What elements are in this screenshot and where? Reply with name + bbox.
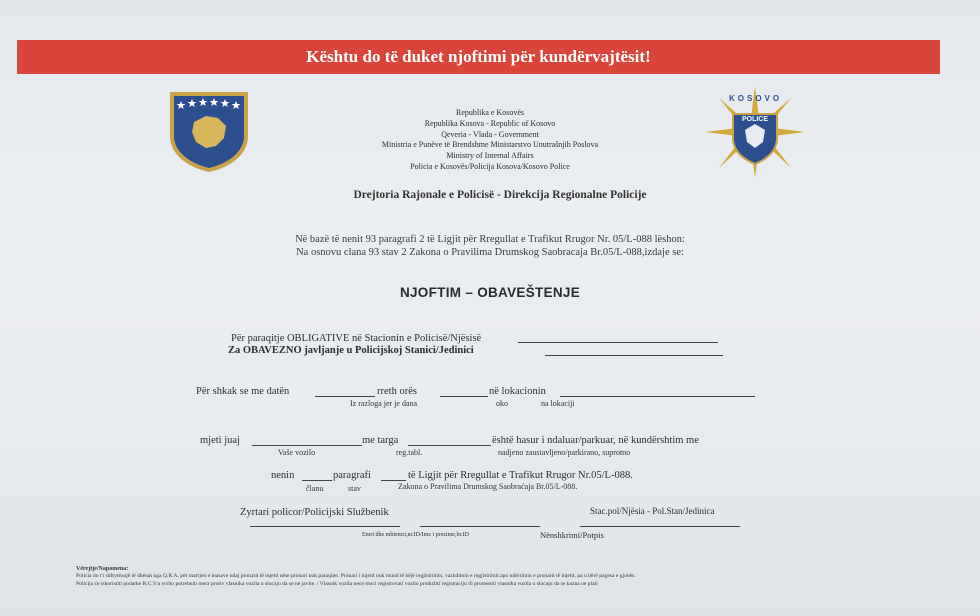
stopped-caption: nadjeno zaustavljeno/parkirano, suprotno — [498, 448, 631, 457]
ministry-line: Qeveria - Vlada - Government — [441, 129, 539, 139]
plates-field[interactable] — [408, 445, 491, 446]
vehicle-caption: Vaše vozilo — [278, 448, 316, 457]
kosovo-coat-of-arms-icon — [166, 88, 252, 174]
article-caption: članu — [306, 484, 324, 493]
notes-line: Policija će iskoristiti podatke R.C.V.u svrho potrebnih mera protiv vlasnika vozila u slucaju da se ne javite. / Vlasnik vozila nece moci registrovati vozilo produžiti registraciju ili promeniti vlasnika vozila u slucaju da se kazna ne plati — [76, 580, 598, 587]
vehicle-label: mjeti juaj — [200, 435, 240, 446]
location-label: në lokacionin — [489, 386, 546, 397]
location-field[interactable] — [560, 396, 755, 397]
stopped-label: është hasur i ndaluar/parkuar, në kundërshtim me — [492, 435, 699, 446]
signature-caption: Nënshkrimi/Potpis — [540, 530, 604, 540]
ministry-line: Republika e Kosovës — [456, 108, 524, 117]
paragraph-field[interactable] — [381, 480, 406, 481]
police-badge-label: POLICE — [741, 116, 769, 123]
ministry-line: Republika Kosova - Republic of Kosovo — [424, 118, 556, 128]
article-label: nenin — [271, 470, 295, 481]
station-field-sr[interactable] — [545, 355, 723, 356]
date-label: Për shkak se me datën — [196, 386, 290, 397]
legal-basis-sq: Në bazë të nenit 93 paragrafi 2 të Ligjit për Rregullat e Trafikut Rrugor Nr. 05/L-088 lëshon: — [295, 234, 685, 245]
ministry-line: Ministria e Punëve të Brendshme Ministarstvo Unutrašnjih Poslova — [381, 140, 599, 150]
notes-heading: Vërejtje/Napomena: — [76, 566, 129, 572]
kosovo-police-badge-icon — [705, 86, 805, 178]
obligation-label-sr: Za OBAVEZNO javljanje u Policijskoj Stanici/Jedinici — [228, 345, 474, 356]
plates-caption: reg.tabl. — [396, 448, 423, 457]
notes-section — [76, 566, 906, 588]
hour-label: rreth orës — [377, 386, 417, 397]
law-caption: Zakona o Pravilima Drumskog Saobraćaja Br.05/L-088. — [398, 482, 578, 491]
hour-caption: oko — [496, 399, 508, 408]
document-title: NJOFTIM – OBAVEŠTENJE — [399, 285, 581, 300]
officer-signature-field[interactable] — [420, 526, 540, 527]
law-label: të Ligjit për Rregullat e Trafikut Rrugor Nr.05/L-088. — [408, 470, 633, 481]
station-field-sq[interactable] — [518, 342, 718, 343]
police-badge-top-text: KOSOVO — [729, 94, 783, 103]
notes-line: Policia do t'i shfrytëzojë të dhënat nga Q.R.A. për marrjen e masave ndaj pronarit të mjetit nëse pronari nuk paraqitet. Pronari i mjetit nuk mund të bëjë regjistrimin, vazhdimin e regjistrimit apo ndërrimin e pronarit të mjetit, pa u bërë pagesa e gjobës. — [76, 573, 636, 580]
officer-label: Zyrtari policor/Policijski Službenik — [240, 507, 389, 518]
location-caption: na lokaciji — [541, 399, 575, 408]
paragraph-caption: stav — [348, 484, 361, 493]
obligation-label-sq: Për paraqitje OBLIGATIVE në Stacionin e Policisë/Njësisë — [231, 333, 482, 344]
date-caption: Iz razloga jer je dana — [350, 399, 418, 408]
hour-field[interactable] — [440, 396, 488, 397]
paragraph-label: paragrafi — [333, 470, 371, 481]
ministry-line: Policia e Kosovës/Policija Kosova/Kosovo Police — [410, 161, 570, 171]
ministry-header — [290, 108, 690, 173]
plates-label: me targa — [362, 435, 399, 446]
vehicle-field[interactable] — [252, 445, 362, 446]
article-field[interactable] — [302, 480, 332, 481]
banner-text: Kështu do të duket njoftimi për kundërvajtësit! — [306, 47, 651, 66]
date-field[interactable] — [315, 396, 375, 397]
station-field[interactable] — [580, 526, 740, 527]
station-label: Stac.pol/Njësia - Pol.Stan/Jedinica — [590, 506, 715, 516]
legal-basis — [200, 234, 780, 259]
name-caption: Emri dhe mbiemri,nr.ID/Ime i prezime,br.ID — [362, 532, 469, 538]
warning-banner — [17, 40, 940, 74]
directorate-heading: Drejtoria Rajonale e Policisë - Direkcija Regionalne Policije — [353, 189, 647, 201]
ministry-line: Ministry of Internal Affairs — [446, 151, 534, 161]
officer-name-field[interactable] — [250, 526, 400, 527]
legal-basis-sr: Na osnovu clana 93 stav 2 Zakona o Pravilima Drumskog Saobracaja Br.05/L-088,izdaje se: — [296, 246, 684, 258]
